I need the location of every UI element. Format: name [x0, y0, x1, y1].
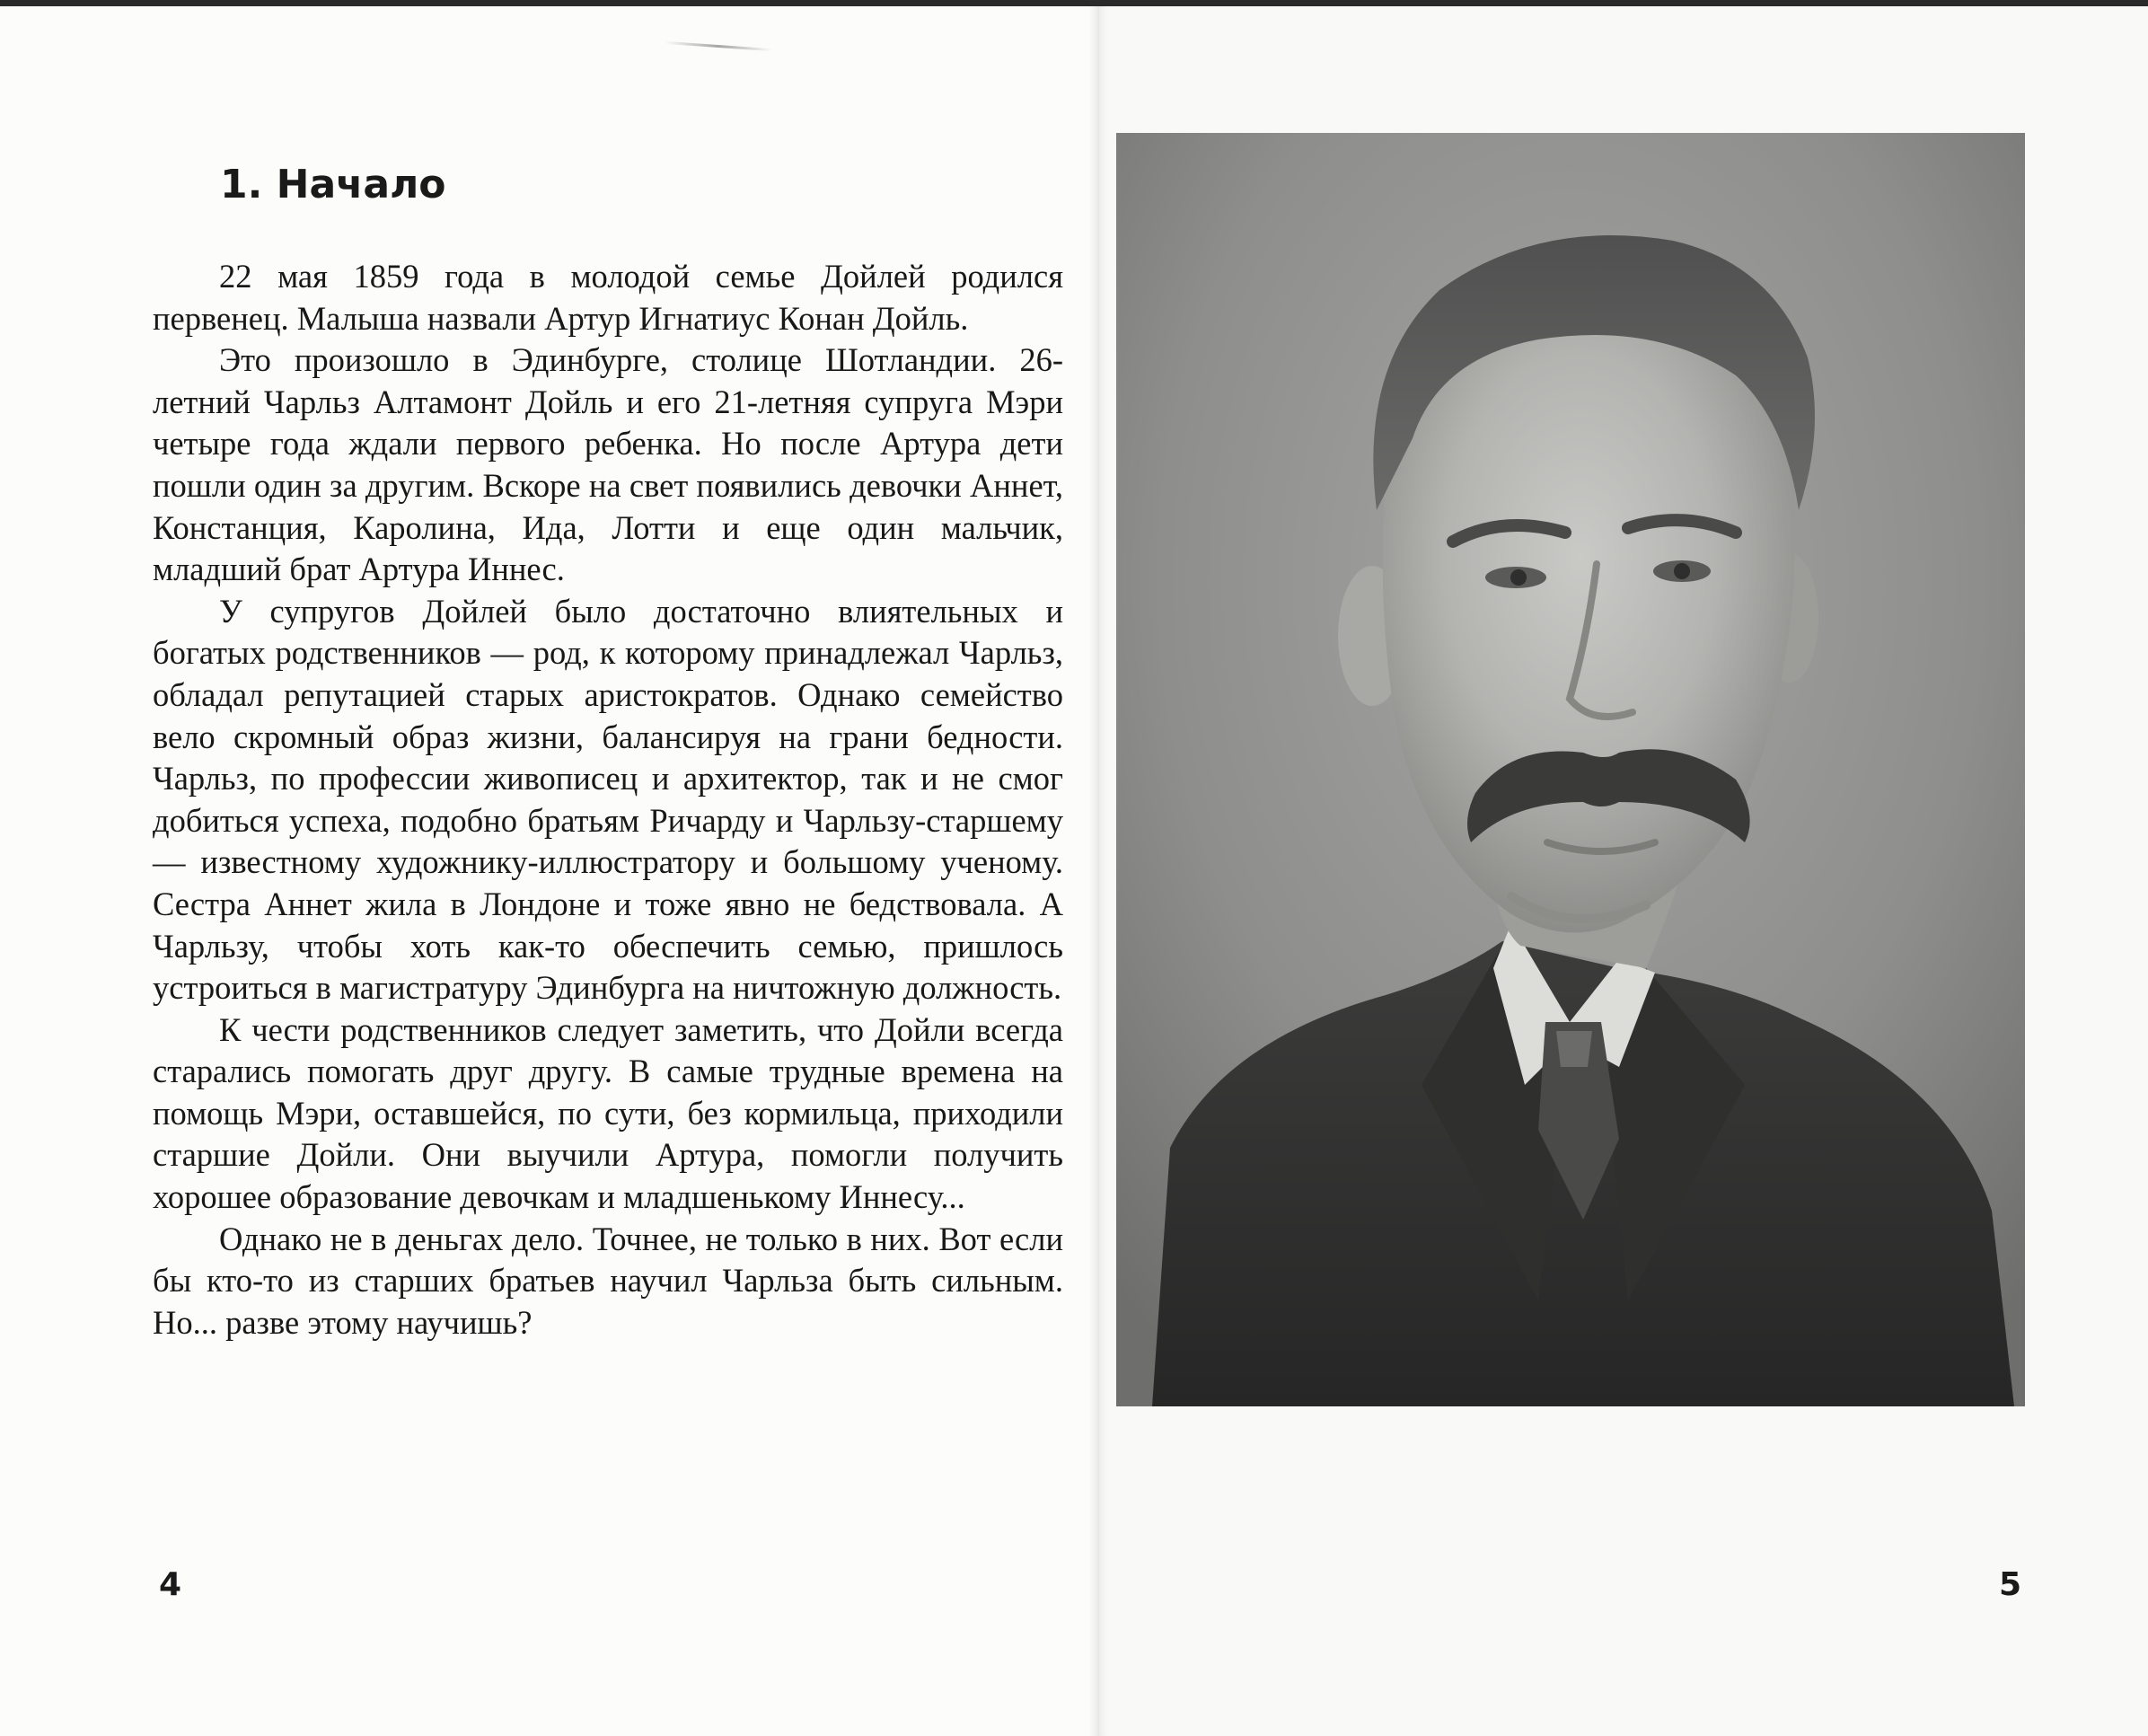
top-edge: [0, 0, 2148, 6]
paragraph: 22 мая 1859 года в молодой семье Дойлей родился первенец. Малыша назвали Артур Игнатиус Конан Дойль.: [153, 258, 1063, 337]
page-number-left: 4: [159, 1566, 182, 1603]
page-number-right: 5: [1999, 1566, 2022, 1603]
paragraph: У супругов Дойлей было достаточно влиятельных и богатых родственников — род, к которому принадлежал Чарльз, обладал репутацией старых аристократов. Однако семейство вело скромный образ жизни, балансируя на грани бедности. Чарльз, по профессии живописец и архитектор, так и не смог добиться успеха, подобно братьям Ричарду и Чарльзу-старшему — известному художнику-иллюстратору и большому ученому. Сестра Аннет жила в Лондоне и тоже явно не бедствовала. А Чарльзу, чтобы хоть как-то обеспечить семью, пришлось устроиться в магистратуру Эдинбурга на ничтожную должность.: [153, 592, 1063, 1007]
chapter-title: 1. Начало: [220, 162, 446, 207]
body-text: [153, 256, 1063, 1344]
paragraph: К чести родственников следует заметить, что Дойли всегда старались помогать друг другу. В самые трудные времена на помощь Мэри, оставшейся, по сути, без кормильца, приходили старшие Дойли. Они выучили Артура, помогли получить хорошее образование девочкам и младшенькому Иннесу...: [153, 1010, 1063, 1216]
portrait-illustration: [1116, 133, 2025, 1406]
portrait-photo: [1116, 133, 2025, 1406]
gutter-shadow: [1088, 6, 1108, 1736]
paragraph: Это произошло в Эдинбурге, столице Шотландии. 26-летний Чарльз Алтамонт Дойль и его 21-летняя супруга Мэри четыре года ждали первого ребенка. Но после Артура дети пошли один за другим. Вскоре на свет появились девочки Аннет, Констанция, Каролина, Ида, Лотти и еще один мальчик, младший брат Артура Иннес.: [153, 341, 1063, 588]
paragraph: Однако не в деньгах дело. Точнее, не только в них. Вот если бы кто-то из старших братьев научил Чарльза быть сильным. Но... разве этому научишь?: [153, 1220, 1063, 1341]
